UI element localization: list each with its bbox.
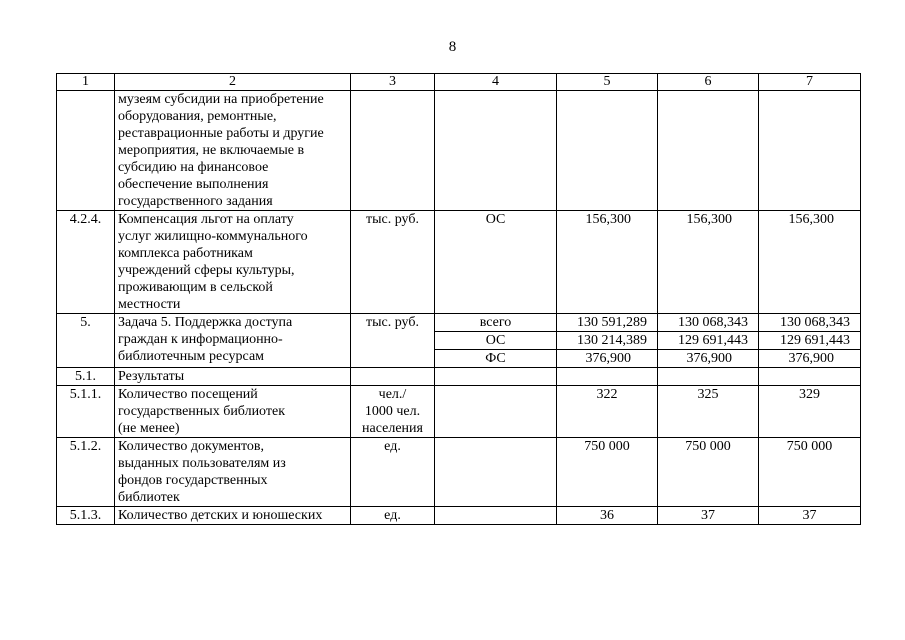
text-line: Компенсация льгот на оплату — [118, 212, 294, 227]
row-unit — [351, 91, 435, 211]
text-line: государственных библиотек — [118, 404, 286, 419]
row-value-7 — [759, 368, 861, 386]
header-cell-5: 5 — [557, 74, 658, 91]
row-description — [115, 314, 351, 368]
row-value-5 — [557, 368, 658, 386]
text-line: Количество документов, — [118, 439, 265, 454]
text-line: библиотек — [118, 490, 180, 505]
text-line: проживающим в сельской — [118, 280, 273, 295]
text-line: граждан к информационно- — [118, 332, 283, 347]
header-cell-7: 7 — [759, 74, 861, 91]
text-line: (не менее) — [118, 421, 180, 436]
row-value-5 — [557, 91, 658, 211]
row-unit: ед. — [351, 507, 435, 525]
row-source — [435, 91, 557, 211]
page-number: 8 — [448, 39, 457, 55]
row-description — [115, 91, 351, 211]
table-row-5-1-3 — [57, 507, 861, 525]
row-source: ФС — [435, 350, 557, 368]
row-description: Результаты — [115, 368, 351, 386]
table-row-5-total — [57, 314, 861, 332]
text-line: услуг жилищно-коммунального — [118, 229, 308, 244]
text-line: Количество посещений — [118, 387, 258, 402]
row-source — [435, 386, 557, 438]
table-row-5-1 — [57, 368, 861, 386]
row-description: Количество детских и юношеских — [115, 507, 351, 525]
row-value-5: 322 — [557, 386, 658, 438]
header-cell-2: 2 — [115, 74, 351, 91]
row-value-7: 329 — [759, 386, 861, 438]
text-line: реставрационные работы и другие — [118, 126, 324, 141]
row-value-7: 376,900 — [759, 350, 861, 368]
header-row — [57, 74, 861, 91]
text-line: библиотечным ресурсам — [118, 349, 265, 364]
header-cell-1: 1 — [57, 74, 115, 91]
row-number: 5.1.2. — [57, 438, 115, 507]
text-line: государственного задания — [118, 194, 273, 209]
text-line: музеям субсидии на приобретение — [118, 92, 324, 107]
row-source — [435, 368, 557, 386]
text-line: учреждений сферы культуры, — [118, 263, 295, 278]
unit-line: чел./ — [378, 387, 407, 402]
row-value-5: 156,300 — [557, 211, 658, 314]
row-number: 5. — [57, 314, 115, 368]
row-unit — [351, 368, 435, 386]
text-line: оборудования, ремонтные, — [118, 109, 277, 124]
row-value-7: 130 068,343 — [759, 314, 861, 332]
row-source: ОС — [435, 211, 557, 314]
row-unit: тыс. руб. — [351, 314, 435, 368]
row-value-6: 376,900 — [658, 350, 759, 368]
row-source — [435, 507, 557, 525]
row-value-6 — [658, 368, 759, 386]
row-description — [115, 211, 351, 314]
row-number: 5.1. — [57, 368, 115, 386]
row-value-6: 130 068,343 — [658, 314, 759, 332]
row-value-6: 129 691,443 — [658, 332, 759, 350]
row-value-5: 130 591,289 — [557, 314, 658, 332]
row-number — [57, 91, 115, 211]
text-line: выданных пользователям из — [118, 456, 286, 471]
row-unit — [351, 386, 435, 438]
table-row-5-1-2 — [57, 438, 861, 507]
row-value-7: 750 000 — [759, 438, 861, 507]
unit-line: 1000 чел. — [364, 404, 421, 419]
row-value-6: 37 — [658, 507, 759, 525]
indicator-table — [56, 73, 861, 525]
row-number: 5.1.3. — [57, 507, 115, 525]
row-unit: тыс. руб. — [351, 211, 435, 314]
row-source: ОС — [435, 332, 557, 350]
row-source: всего — [435, 314, 557, 332]
row-value-6: 325 — [658, 386, 759, 438]
row-description — [115, 438, 351, 507]
row-value-7: 129 691,443 — [759, 332, 861, 350]
row-value-5: 36 — [557, 507, 658, 525]
row-value-7 — [759, 91, 861, 211]
row-value-5: 750 000 — [557, 438, 658, 507]
text-line: местности — [118, 297, 181, 312]
row-description — [115, 386, 351, 438]
row-value-6 — [658, 91, 759, 211]
row-value-6: 156,300 — [658, 211, 759, 314]
table-row-4-2-4 — [57, 211, 861, 314]
unit-line: населения — [362, 421, 423, 436]
text-line: мероприятия, не включаемые в — [118, 143, 305, 158]
row-value-7: 37 — [759, 507, 861, 525]
row-source — [435, 438, 557, 507]
text-line: субсидию на финансовое — [118, 160, 269, 175]
header-cell-6: 6 — [658, 74, 759, 91]
text-line: фондов государственных — [118, 473, 268, 488]
row-number: 4.2.4. — [57, 211, 115, 314]
row-value-5: 376,900 — [557, 350, 658, 368]
text-line: Задача 5. Поддержка доступа — [118, 315, 293, 330]
row-value-7: 156,300 — [759, 211, 861, 314]
row-number: 5.1.1. — [57, 386, 115, 438]
table-row-continuation — [57, 91, 861, 211]
header-cell-4: 4 — [435, 74, 557, 91]
table-row-5-1-1 — [57, 386, 861, 438]
text-line: обеспечение выполнения — [118, 177, 269, 192]
row-value-6: 750 000 — [658, 438, 759, 507]
row-value-5: 130 214,389 — [557, 332, 658, 350]
header-cell-3: 3 — [351, 74, 435, 91]
row-unit: ед. — [351, 438, 435, 507]
text-line: комплекса работникам — [118, 246, 253, 261]
